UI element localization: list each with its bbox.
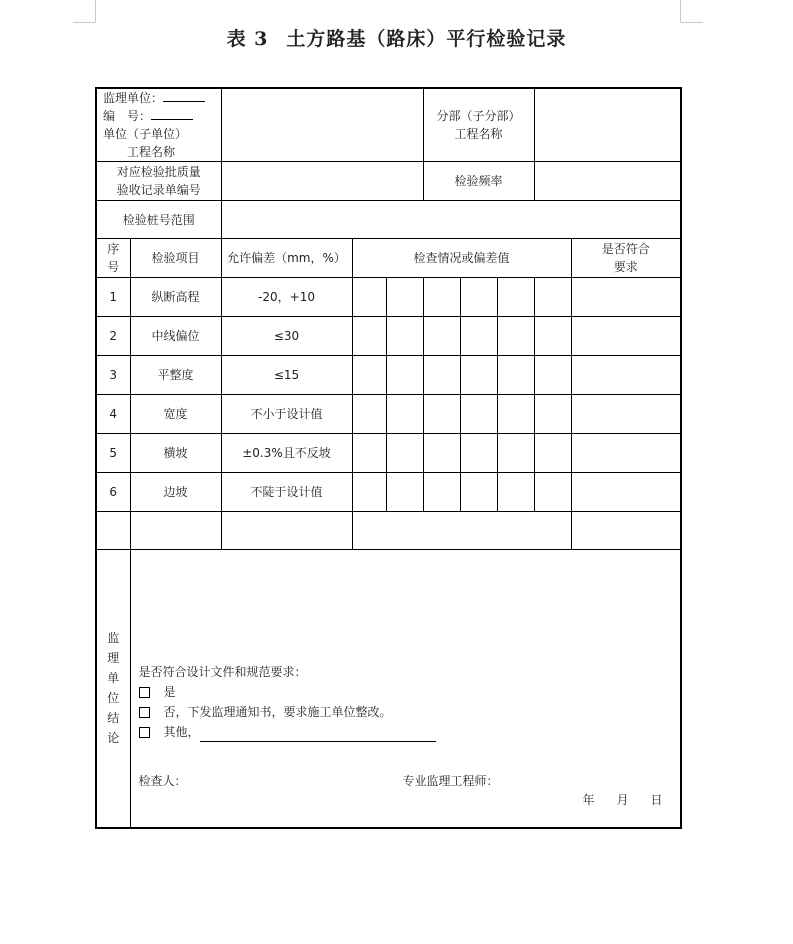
check-cell[interactable]	[460, 434, 497, 473]
check-cell[interactable]	[386, 356, 423, 395]
table-row	[96, 473, 681, 512]
other-input-line[interactable]	[200, 727, 436, 742]
check-cell[interactable]	[534, 278, 571, 317]
check-cell[interactable]	[497, 473, 534, 512]
month-label: 月	[616, 793, 629, 807]
check-cell[interactable]	[423, 395, 460, 434]
option-other[interactable]	[139, 722, 679, 742]
check-cell[interactable]	[352, 278, 386, 317]
subsection-label: 分部（子分部）	[436, 109, 521, 123]
check-cell[interactable]	[460, 473, 497, 512]
checkbox-no[interactable]	[139, 707, 150, 718]
row-tolerance: ≤15	[221, 356, 352, 395]
conclusion-char: 单	[107, 671, 120, 686]
unit-name-value[interactable]	[221, 88, 423, 162]
conclusion-label	[96, 550, 130, 828]
row-tolerance: ≤30	[221, 317, 352, 356]
inspector-label: 检查人：	[138, 774, 187, 788]
check-cell[interactable]	[352, 395, 386, 434]
subsection-label-cell	[423, 88, 534, 162]
check-cell[interactable]	[497, 278, 534, 317]
check-cell[interactable]	[423, 278, 460, 317]
check-cell[interactable]	[352, 434, 386, 473]
table-row	[96, 395, 681, 434]
batch-label-2: 验收记录单编号	[116, 183, 201, 197]
check-cell[interactable]	[497, 317, 534, 356]
conclusion-char: 监	[107, 631, 120, 646]
check-cell[interactable]	[534, 317, 571, 356]
option-no[interactable]	[139, 702, 679, 722]
check-cell[interactable]	[352, 356, 386, 395]
station-range-label: 检验桩号范围	[96, 201, 221, 239]
row-item: 中线偏位	[130, 317, 221, 356]
station-range-value[interactable]	[221, 201, 681, 239]
row-tolerance: 不陡于设计值	[221, 473, 352, 512]
supervisor-unit-field[interactable]	[163, 89, 205, 102]
check-cell[interactable]	[497, 434, 534, 473]
subsection-value[interactable]	[534, 88, 681, 162]
row-no: 1	[96, 278, 130, 317]
table-number: 表 3	[226, 28, 269, 50]
blank-cell[interactable]	[352, 512, 571, 550]
check-cell[interactable]	[534, 356, 571, 395]
seq-header-2: 号	[107, 260, 120, 274]
row-no: 6	[96, 473, 130, 512]
unit-name-label: 单位（子单位）	[103, 127, 188, 141]
check-cell[interactable]	[534, 473, 571, 512]
row-item: 边坡	[130, 473, 221, 512]
conclusion-char: 结	[107, 711, 120, 726]
check-cell[interactable]	[423, 317, 460, 356]
table-row	[96, 278, 681, 317]
row-tolerance: ±0.3%且不反坡	[221, 434, 352, 473]
day-label: 日	[650, 793, 663, 807]
check-cell[interactable]	[534, 395, 571, 434]
conclusion-char: 理	[107, 651, 120, 666]
check-cell[interactable]	[423, 473, 460, 512]
inspection-record-table	[95, 87, 682, 829]
tolerance-header: 允许偏差（mm，%）	[221, 239, 352, 278]
conform-header-1: 是否符合	[601, 242, 650, 256]
unit-name-label-2: 工程名称	[127, 145, 176, 159]
option-no-label: 否，下发监理通知书，要求施工单位整改。	[163, 705, 392, 719]
page-corner-mark-right	[680, 0, 703, 23]
row-tolerance: 不小于设计值	[221, 395, 352, 434]
check-cell[interactable]	[386, 317, 423, 356]
check-cell[interactable]	[352, 317, 386, 356]
row-no: 2	[96, 317, 130, 356]
conform-cell[interactable]	[571, 356, 681, 395]
checkbox-other[interactable]	[139, 727, 150, 738]
check-cell[interactable]	[386, 434, 423, 473]
row-item: 横坡	[130, 434, 221, 473]
header-row-station	[96, 201, 681, 239]
row-no: 4	[96, 395, 130, 434]
conform-cell[interactable]	[571, 434, 681, 473]
conform-header	[571, 239, 681, 278]
table-row	[96, 317, 681, 356]
serial-no-field[interactable]	[151, 107, 193, 120]
blank-cell[interactable]	[130, 512, 221, 550]
check-cell[interactable]	[460, 395, 497, 434]
check-cell[interactable]	[497, 356, 534, 395]
header-row-unit	[96, 88, 681, 162]
engineer-label: 专业监理工程师：	[402, 774, 499, 788]
blank-cell[interactable]	[571, 512, 681, 550]
table-name: 土方路基（路床）平行检验记录	[286, 28, 567, 50]
column-header-row	[96, 239, 681, 278]
conform-header-2: 要求	[613, 260, 638, 274]
check-cell[interactable]	[386, 473, 423, 512]
seq-header	[96, 239, 130, 278]
conclusion-content	[130, 550, 681, 828]
frequency-label: 检验频率	[423, 162, 534, 201]
batch-label-cell	[96, 162, 221, 201]
supervisor-unit-label: 监理单位：	[103, 91, 164, 105]
page-title	[0, 24, 793, 51]
blank-cell[interactable]	[221, 512, 352, 550]
check-cell[interactable]	[423, 356, 460, 395]
checkbox-yes[interactable]	[139, 687, 150, 698]
check-cell[interactable]	[460, 317, 497, 356]
row-item: 宽度	[130, 395, 221, 434]
batch-label: 对应检验批质量	[116, 165, 201, 179]
check-cell[interactable]	[352, 473, 386, 512]
row-item: 平整度	[130, 356, 221, 395]
subsection-label-2: 工程名称	[454, 127, 503, 141]
year-label: 年	[582, 793, 595, 807]
conform-cell[interactable]	[571, 278, 681, 317]
table-row	[96, 356, 681, 395]
check-cell[interactable]	[497, 395, 534, 434]
check-cell[interactable]	[423, 434, 460, 473]
check-header: 检查情况或偏差值	[352, 239, 571, 278]
table-row	[96, 434, 681, 473]
unit-info-cell	[96, 88, 221, 162]
conclusion-char: 位	[107, 691, 120, 706]
conform-cell[interactable]	[571, 473, 681, 512]
check-cell[interactable]	[386, 395, 423, 434]
row-no: 5	[96, 434, 130, 473]
seq-header-1: 序	[107, 242, 120, 256]
check-cell[interactable]	[460, 278, 497, 317]
conclusion-char: 论	[107, 731, 120, 746]
row-no: 3	[96, 356, 130, 395]
option-yes-label: 是	[163, 685, 176, 699]
conclusion-question: 是否符合设计文件和规范要求：	[138, 665, 307, 679]
option-other-label: 其他，	[163, 725, 200, 739]
option-yes[interactable]	[139, 682, 679, 702]
blank-row	[96, 512, 681, 550]
page-corner-mark-left	[73, 0, 96, 23]
check-cell[interactable]	[386, 278, 423, 317]
row-item: 纵断高程	[130, 278, 221, 317]
check-cell[interactable]	[460, 356, 497, 395]
item-header: 检验项目	[130, 239, 221, 278]
date-line	[583, 791, 663, 809]
conform-cell[interactable]	[571, 395, 681, 434]
check-cell[interactable]	[534, 434, 571, 473]
frequency-value[interactable]	[534, 162, 681, 201]
conclusion-row	[96, 550, 681, 828]
row-tolerance: -20，+10	[221, 278, 352, 317]
header-row-batch	[96, 162, 681, 201]
conform-cell[interactable]	[571, 317, 681, 356]
batch-value[interactable]	[221, 162, 423, 201]
blank-cell[interactable]	[96, 512, 130, 550]
serial-no-label: 编 号：	[103, 109, 152, 123]
